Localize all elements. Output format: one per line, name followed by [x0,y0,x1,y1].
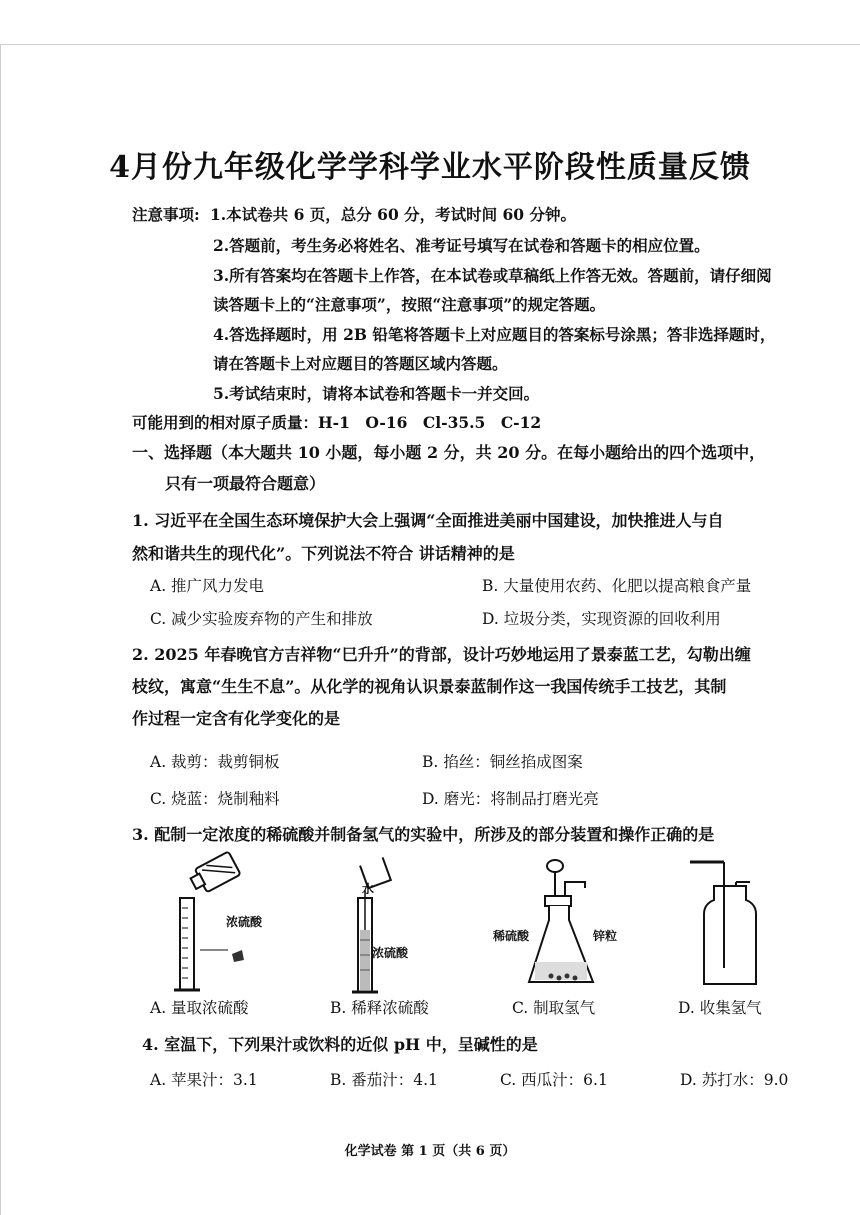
page-footer: 化学试卷 第 1 页（共 6 页） [344,1144,516,1159]
q4-stem: 4. 室温下，下列果汁或饮料的近似 pH 中，呈碱性的是 [142,1035,538,1054]
figure-b-dilute-acid [350,860,410,1000]
q2-stem: 2. 2025 年春晚官方吉祥物“巳升升”的背部，设计巧妙地运用了景泰蓝工艺，勾勒出缠 [132,645,751,664]
scan-border-top [0,44,860,45]
q4-option-d: D. 苏打水：9.0 [680,1071,789,1089]
q2-option-b: B. 掐丝：铜丝掐成图案 [422,753,583,771]
figure-c-make-hydrogen [525,858,635,998]
atomic-masses: 可能用到的相对原子质量：H-1 O-16 Cl-35.5 C-12 [132,413,542,432]
notice-item: 2.答题前，考生务必将姓名、准考证号填写在试卷和答题卡的相应位置。 [213,236,710,255]
q1-option-d: D. 垃圾分类，实现资源的回收利用 [482,610,721,628]
notice-item: 3.所有答案均在答题卡上作答，在本试卷或草稿纸上作答无效。答题前，请仔细阅 [213,266,772,285]
q3-option-a: A. 量取浓硫酸 [150,999,249,1017]
q2-option-c: C. 烧蓝：烧制釉料 [150,790,280,808]
q3-option-c: C. 制取氢气 [512,999,596,1017]
q4-option-b: B. 番茄汁：4.1 [330,1071,438,1089]
notice-label: 注意事项: [132,205,200,224]
q3-option-d: D. 收集氢气 [678,999,762,1017]
figure-a-label-acid: 浓硫酸 [226,915,263,929]
figure-c-label-acid: 稀硫酸 [493,929,530,943]
notice-item: 读答题卡上的“注意事项”，按照“注意事项”的规定答题。 [213,295,606,314]
q1-option-a: A. 推广风力发电 [150,577,265,595]
q4-option-a: A. 苹果汁：3.1 [150,1071,258,1089]
figure-b-label-water: 水 [362,882,375,896]
notice-item: 5.考试结束时，请将本试卷和答题卡一并交回。 [213,384,540,403]
q1-option-b: B. 大量使用农药、化肥以提高粮食产量 [482,577,752,595]
q1-stem: 然和谐共生的现代化”。下列说法不符合 讲话精神的是 [132,544,515,563]
figure-b-label-acid: 浓硫酸 [372,946,409,960]
figure-d-collect-hydrogen [690,856,770,996]
figure-a-measure-acid [170,858,280,998]
q1-stem: 1. 习近平在全国生态环境保护大会上强调“全面推进美丽中国建设，加快推进人与自 [132,511,724,530]
q2-option-d: D. 磨光：将制品打磨光亮 [422,790,599,808]
q3-option-b: B. 稀释浓硫酸 [330,999,429,1017]
section-header: 一、选择题（本大题共 10 小题，每小题 2 分，共 20 分。在每小题给出的四个选项中， [132,443,766,462]
q3-stem: 3. 配制一定浓度的稀硫酸并制备氢气的实验中，所涉及的部分装置和操作正确的是 [132,825,715,844]
section-header-cont: 只有一项最符合题意） [165,474,326,493]
figure-c-label-zinc: 锌粒 [593,929,618,943]
notice-item: 1.本试卷共 6 页，总分 60 分，考试时间 60 分钟。 [210,205,576,224]
scan-border-left [0,44,1,1215]
page-title: 4月份九年级化学学科学业水平阶段性质量反馈 [109,150,751,185]
q1-option-c: C. 减少实验废弃物的产生和排放 [150,610,373,628]
q2-stem: 枝纹，寓意“生生不息”。从化学的视角认识景泰蓝制作这一我国传统手工技艺，其制 [132,677,727,696]
notice-item: 请在答题卡上对应题目的答题区域内答题。 [213,354,508,373]
q2-option-a: A. 裁剪：裁剪铜板 [150,753,280,771]
q4-option-c: C. 西瓜汁：6.1 [500,1071,608,1089]
q2-stem: 作过程一定含有化学变化的是 [132,709,341,728]
notice-item: 4.答选择题时，用 2B 铅笔将答题卡上对应题目的答案标号涂黑；答非选择题时， [213,325,776,344]
